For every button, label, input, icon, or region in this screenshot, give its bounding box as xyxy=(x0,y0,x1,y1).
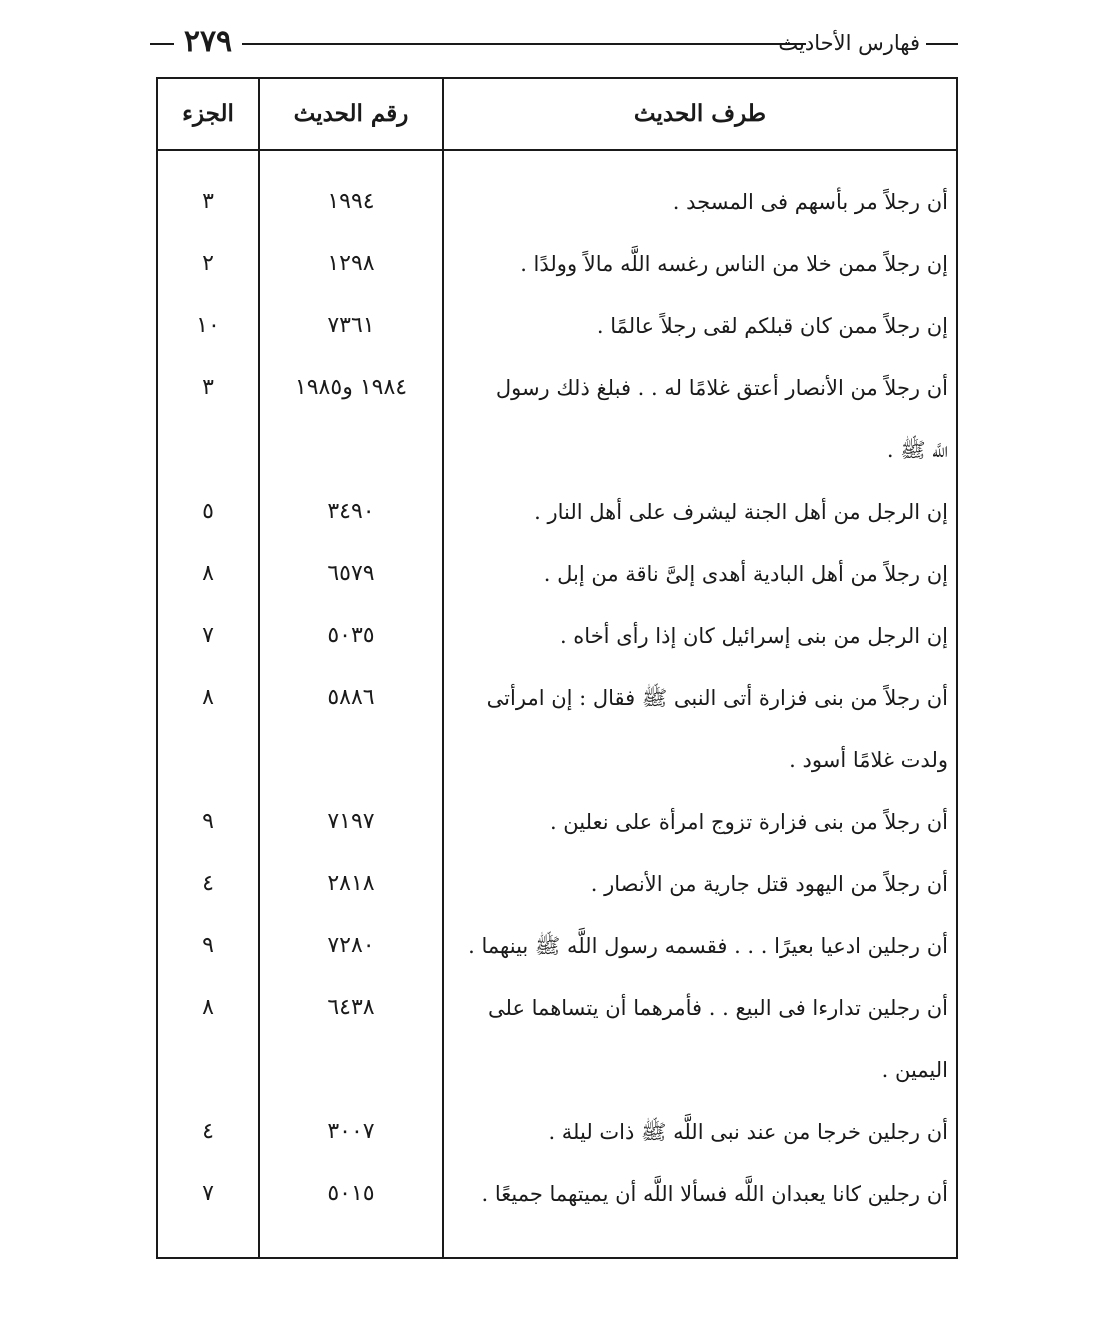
hadith-number-cell: ٣٤٩٠ xyxy=(327,499,375,524)
hadith-index-table xyxy=(156,77,958,1259)
header-rule-right xyxy=(926,43,958,45)
part-cell: ٩ xyxy=(202,933,214,958)
hadith-number-cell: ٣٠٠٧ xyxy=(327,1119,375,1144)
part-cell: ٥ xyxy=(202,499,214,524)
hadith-text-cell: إن رجلاً ممن كان قبلكم لقى رجلاً عالمًا . xyxy=(596,314,948,338)
hadith-text-cell: أن رجلاً من بنى فزارة تزوج امرأة على نعلين . xyxy=(549,810,948,834)
part-cell: ٨ xyxy=(202,995,214,1020)
part-cell: ٤ xyxy=(202,1119,214,1144)
page-header xyxy=(150,22,960,62)
table-row xyxy=(158,915,956,977)
table-row xyxy=(158,1163,956,1225)
hadith-number-cell: ٥٠٣٥ xyxy=(327,623,375,648)
table-row xyxy=(158,233,956,295)
table-row xyxy=(158,171,956,233)
table-row xyxy=(158,543,956,605)
part-cell: ٩ xyxy=(202,809,214,834)
hadith-text-cell: أن رجلاً من بنى فزارة أتى النبى ﷺ فقال : إن امرأتى ولدت غلامًا أسود . xyxy=(486,686,948,772)
hadith-number-cell: ٦٤٣٨ xyxy=(327,995,375,1020)
header-rule-middle xyxy=(242,43,806,45)
part-cell: ٨ xyxy=(202,685,214,710)
part-cell: ٣ xyxy=(202,375,214,400)
part-cell: ٤ xyxy=(202,871,214,896)
hadith-text-cell: إن رجلاً من أهل البادية أهدى إلىَّ ناقة من إبل . xyxy=(543,562,948,586)
hadith-text-cell: أن رجلين ادعيا بعيرًا . . . فقسمه رسول اللَّه ﷺ بينهما . xyxy=(468,934,948,958)
hadith-text-cell: أن رجلاً مر بأسهم فى المسجد . xyxy=(672,190,948,214)
column-header-part: الجزء xyxy=(182,100,234,127)
part-cell: ٧ xyxy=(202,623,214,648)
table-row xyxy=(158,605,956,667)
hadith-number-cell: ٢٨١٨ xyxy=(327,871,375,896)
hadith-text-cell: أن رجلين كانا يعبدان اللَّه فسألا اللَّه أن يميتهما جميعًا . xyxy=(481,1182,948,1206)
hadith-text-cell: أن رجلين خرجا من عند نبى اللَّه ﷺ ذات ليلة . xyxy=(548,1120,948,1144)
page-number: ٢٧٩ xyxy=(183,24,233,59)
part-cell: ٣ xyxy=(202,189,214,214)
table-row xyxy=(158,295,956,357)
column-header-number: رقم الحديث xyxy=(293,100,409,127)
hadith-text-cell: أن رجلاً من الأنصار أعتق غلامًا له . . فبلغ ذلك رسول اللَّه ﷺ . xyxy=(495,376,948,462)
hadith-number-cell: ١٩٨٤ و١٩٨٥ xyxy=(294,375,408,400)
hadith-number-cell: ٧٣٦١ xyxy=(327,313,375,338)
table-row xyxy=(158,791,956,853)
hadith-text-cell: إن الرجل من بنى إسرائيل كان إذا رأى أخاه . xyxy=(559,624,948,648)
part-cell: ١٠ xyxy=(196,313,220,338)
hadith-text-cell: إن الرجل من أهل الجنة ليشرف على أهل النار . xyxy=(534,500,948,524)
table-row xyxy=(158,481,956,543)
table-row xyxy=(158,667,956,791)
hadith-number-cell: ٥٠١٥ xyxy=(327,1181,375,1206)
part-cell: ٢ xyxy=(202,251,214,276)
table-row xyxy=(158,977,956,1101)
hadith-number-cell: ٧٢٨٠ xyxy=(327,933,375,958)
hadith-number-cell: ٦٥٧٩ xyxy=(327,561,375,586)
hadith-number-cell: ١٢٩٨ xyxy=(327,251,375,276)
table-row xyxy=(158,1101,956,1163)
header-divider xyxy=(158,149,956,151)
table-row xyxy=(158,357,956,481)
hadith-text-cell: أن رجلين تدارءا فى البيع . . فأمرهما أن يتساهما على اليمين . xyxy=(488,996,948,1082)
part-cell: ٨ xyxy=(202,561,214,586)
hadith-number-cell: ٧١٩٧ xyxy=(327,809,375,834)
table-row xyxy=(158,853,956,915)
hadith-text-cell: إن رجلاً ممن خلا من الناس رغسه اللَّه مالاً وولدًا . xyxy=(520,252,948,276)
table-body xyxy=(158,171,956,1225)
header-rule-left xyxy=(150,43,174,45)
column-header-hadith: طرف الحديث xyxy=(633,100,767,127)
hadith-text-cell: أن رجلاً من اليهود قتل جارية من الأنصار . xyxy=(590,872,948,896)
part-cell: ٧ xyxy=(202,1181,214,1206)
hadith-number-cell: ٥٨٨٦ xyxy=(327,685,375,710)
hadith-number-cell: ١٩٩٤ xyxy=(327,189,375,214)
running-title: فهارس الأحاديث xyxy=(778,31,920,55)
